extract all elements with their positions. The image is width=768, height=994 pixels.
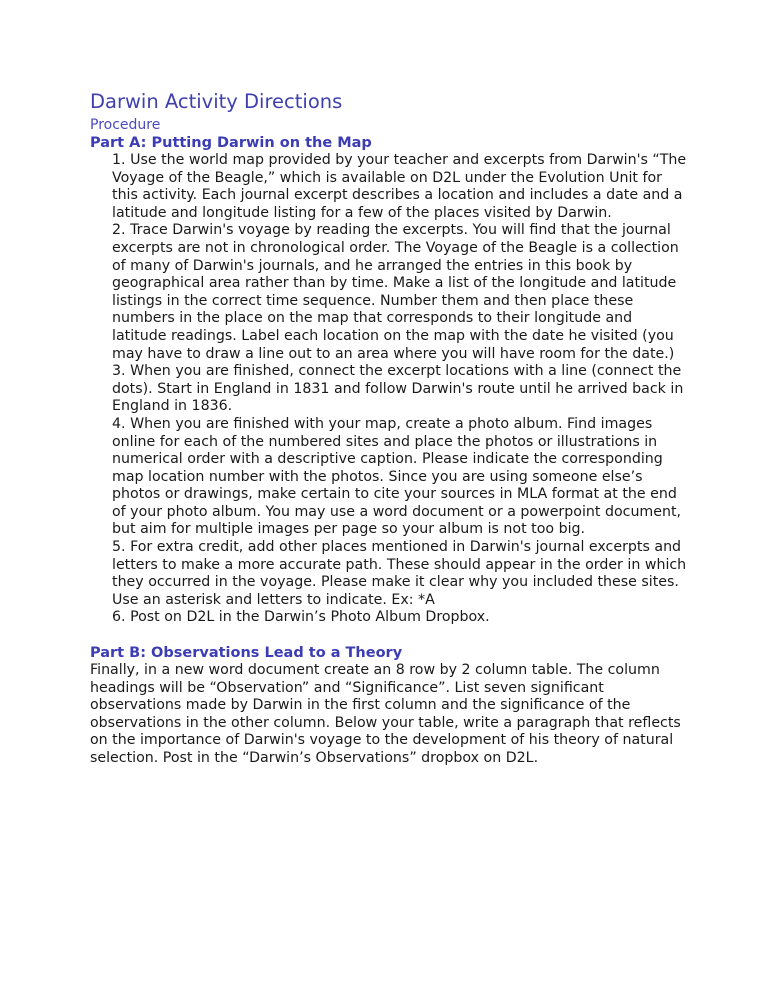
step-text: Use the world map provided by your teacher and excerpts from Darwin's “The Voyage of the Beagle,” which is available on D2L under the Evolution Unit for this activity. Each journal excerpt describes a location and includes a date and a latitude and longitude listing for a few of the places visited by Darwin. (112, 152, 687, 221)
part-a-heading: Part A: Putting Darwin on the Map (90, 135, 372, 151)
step-item (112, 416, 690, 539)
step-number: 4. (112, 415, 126, 432)
step-text: When you are finished, connect the excerpt locations with a line (connect the dots). Start in England in 1831 and follow Darwin's route until he arrived back in England in 1836. (112, 363, 684, 415)
step-item (112, 609, 690, 627)
document-page (90, 90, 690, 768)
step-item (112, 363, 690, 416)
step-number: 5. (112, 539, 126, 556)
step-text: When you are finished with your map, create a photo album. Find images online for each of the numbered sites and place the photos or illustrations in numerical order with a descriptive caption. Please indicate the corresponding map location number with the photos. Since you are using someone else’s photos or drawings, make certain to cite your sources in MLA format at the end of your photo album. You may use a word document or a powerpoint document, but aim for multiple images per page so your album is not too big. (112, 415, 682, 538)
step-number: 2. (112, 222, 126, 239)
step-item (112, 152, 690, 222)
document-title: Darwin Activity Directions (90, 90, 343, 113)
part-a-steps (90, 152, 690, 627)
step-number: 6. (112, 609, 126, 626)
step-number: 1. (112, 152, 126, 168)
step-text: Trace Darwin's voyage by reading the excerpts. You will find that the journal excerpts are not in chronological order. The Voyage of the Beagle is a collection of many of Darwin's journals, and he arranged the entries in this book by geographical area rather than by time. Make a list of the longitude and latitude listings in the correct time sequence. Number them and then place these numbers in the place on the map that corresponds to their longitude and latitude readings. Label each location on the map with the date he visited (you may have to draw a line out to an area where you will have room for the date.) (112, 222, 679, 362)
step-number: 3. (112, 363, 126, 380)
part-b-heading: Part B: Observations Lead to a Theory (90, 645, 403, 662)
section-spacer (90, 627, 690, 644)
step-item (112, 222, 690, 363)
step-text: Post on D2L in the Darwin’s Photo Album Dropbox. (130, 609, 490, 626)
step-item (112, 539, 690, 609)
procedure-label: Procedure (90, 117, 161, 133)
part-b-body: Finally, in a new word document create an 8 row by 2 column table. The column headings will be “Observation” and “Significance”. List seven significant observations made by Darwin in the first column and the significance of the observations in the other column. Below your table, write a paragraph that reflects on the importance of Darwin's voyage to the development of his theory of natural selection. Post in the “Darwin’s Observations” dropbox on D2L. (90, 662, 681, 766)
step-text: For extra credit, add other places mentioned in Darwin's journal excerpts and letters to make a more accurate path. These should appear in the order in which they occurred in the voyage. Please make it clear why you included these sites. Use an asterisk and letters to indicate. Ex: *A (112, 539, 687, 608)
